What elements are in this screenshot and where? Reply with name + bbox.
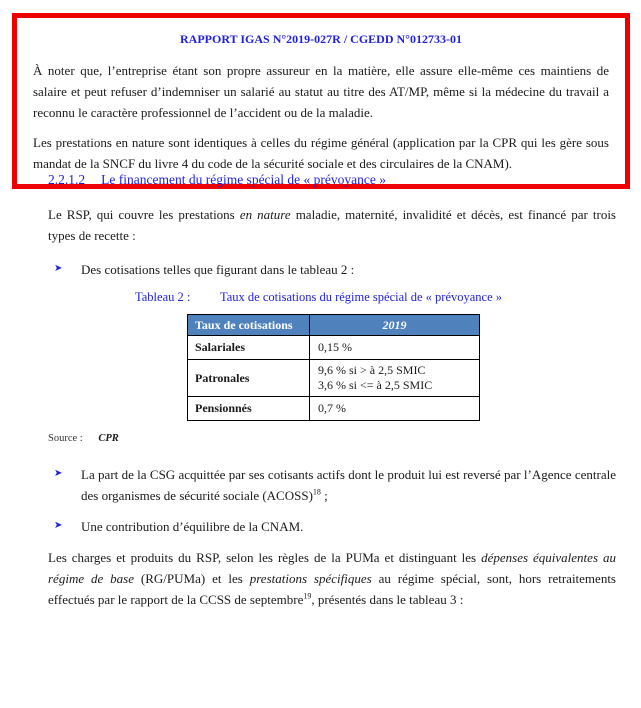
row-value-line: 3,6 % si <= à 2,5 SMIC — [318, 378, 433, 392]
boxed-paragraph-2: Les prestations en nature sont identiques à celles du régime général (application par la CPR qui les gère sous mandat de la SNCF du livre 4 du code de la sécurité sociale et des circulaires de la CNAM). — [33, 135, 609, 171]
section-heading — [48, 172, 616, 188]
bullet-item-cnam — [48, 516, 616, 537]
section-number: 2.2.1.2 — [48, 172, 86, 187]
cotisations-table — [187, 314, 480, 421]
row-label: Pensionnés — [188, 397, 310, 421]
table-header-row — [188, 315, 480, 336]
highlight-annotation-box — [12, 13, 630, 189]
row-value-line: 9,6 % si > à 2,5 SMIC — [318, 363, 426, 377]
bullet-text: Une contribution d’équilibre de la CNAM. — [81, 519, 304, 534]
table-row-salariales — [188, 336, 480, 360]
row-value — [310, 336, 480, 360]
table-caption-label: Tableau 2 : — [135, 290, 191, 304]
source-value: CPR — [98, 433, 119, 444]
table-caption — [135, 290, 616, 305]
section-title: Le financement du régime spécial de « prévoyance » — [101, 172, 386, 187]
row-label: Patronales — [188, 360, 310, 397]
row-label: Salariales — [188, 336, 310, 360]
intro-paragraph: Le RSP, qui couvre les prestations en nature maladie, maternité, invalidité et décès, est financé par trois types de recette : — [48, 207, 616, 243]
bullet-item-cotisations — [48, 259, 616, 280]
table-caption-title: Taux de cotisations du régime spécial de « prévoyance » — [220, 290, 503, 304]
row-value — [310, 397, 480, 421]
page-body — [48, 172, 616, 623]
table-source — [48, 433, 616, 444]
arrow-bullet-icon: ➤ — [54, 468, 63, 479]
row-value-line: 0,15 % — [318, 340, 352, 354]
bullet-text: La part de la CSG acquittée par ses cotisants actifs dont le produit lui est reversé par l’Agence centrale des organismes de sécurité sociale (ACOSS)$^{18}$ ; — [81, 467, 616, 503]
bullet-text: Des cotisations telles que figurant dans le tableau 2 : — [81, 262, 355, 277]
row-value-line: 0,7 % — [318, 401, 346, 415]
source-label: Source : — [48, 433, 83, 444]
table-header-taux: Taux de cotisations — [188, 315, 310, 336]
report-header-title: RAPPORT IGAS N°2019-027R / CGEDD N°012733-01 — [180, 32, 462, 46]
arrow-bullet-icon: ➤ — [54, 263, 63, 274]
boxed-paragraph-1: À noter que, l’entreprise étant son propre assureur en la matière, elle assure elle-même ces maintiens de salaire et peut refuser d’indemniser un salarié au statut au titre des AT/MP, même si la médecine du travail a reconnu le caractère professionnel de l’accident ou de la maladie. — [33, 63, 609, 120]
table-row-pensionnes — [188, 397, 480, 421]
row-value — [310, 360, 480, 397]
arrow-bullet-icon: ➤ — [54, 520, 63, 531]
table-header-2019: 2019 — [310, 315, 480, 336]
bullet-item-csg — [48, 464, 616, 506]
table-row-patronales — [188, 360, 480, 397]
closing-paragraph: Les charges et produits du RSP, selon les règles de la PUMa et distinguant les dépenses équivalentes au régime de base (RG/PUMa) et les prestations spécifiques au régime spécial, sont, hors retraitements effectués par le rapport de la CCSS de septembre$^{19}$, présentés dans le tableau 3 : — [48, 550, 616, 607]
